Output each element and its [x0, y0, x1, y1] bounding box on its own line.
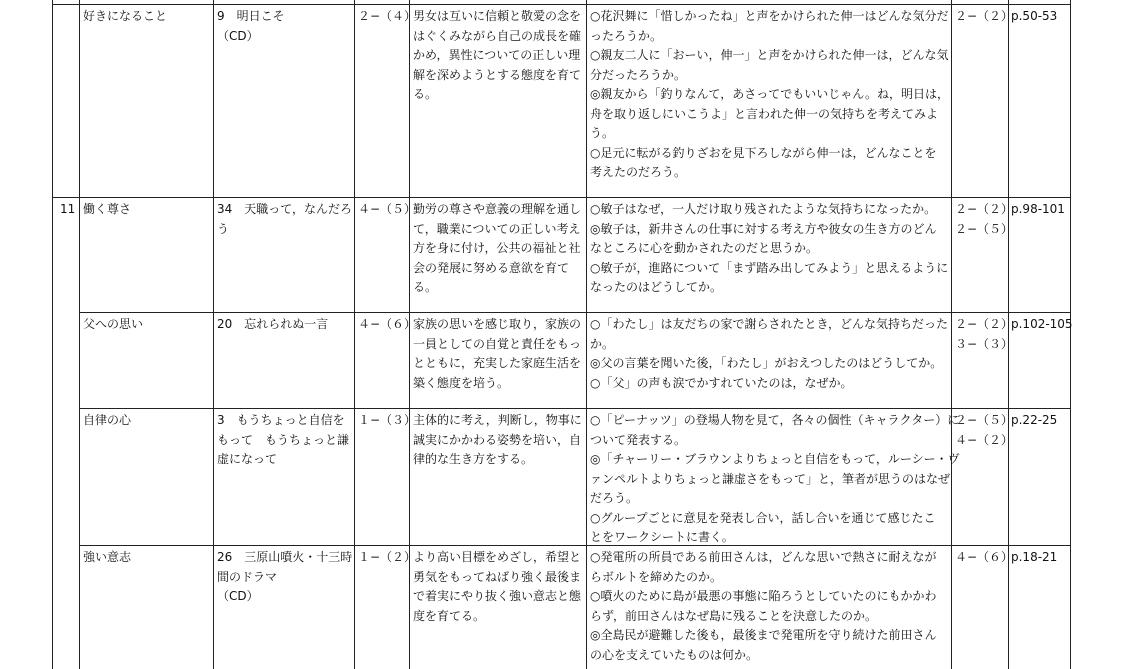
questions-line: とをワークシートに書く。 [590, 530, 734, 544]
month-line [60, 411, 78, 431]
aim-line: 築く態度を培う。 [413, 375, 510, 390]
page-cell [1011, 411, 1069, 431]
questions-line: ◎親友から「釣りなんて，あさってでもいいじゃん。ね，明日は， [590, 87, 949, 101]
material-cell [217, 200, 353, 239]
material-line: 34 天職って，なんだろ [217, 202, 353, 216]
theme-line: 父への思い [83, 317, 144, 331]
questions-line: ○親友二人に「おーい，伸一」と声をかけられた伸一は，どんな気 [590, 48, 949, 62]
aim-cell [413, 411, 585, 470]
aim-line: 家族の思いを感じ取り，家族の [413, 317, 582, 331]
material-line: 3 もうちょっと自信を [217, 413, 345, 427]
page-cell [1011, 7, 1069, 27]
theme-line: 強い意志 [83, 550, 132, 564]
questions-line: ○噴火のために島が最悪の事態に陥ろうとしていたのにもかかわ [590, 589, 937, 603]
month-line [60, 548, 78, 568]
questions-line: なところに心を動かされたのだと思うか。 [590, 241, 819, 255]
related-cell [955, 7, 1014, 27]
questions-line: 考えたのだろう。 [590, 165, 687, 179]
aim-line: 勤労の尊さや意義の理解を通し [413, 202, 582, 216]
material-line: 20 忘れられぬ一言 [217, 317, 329, 331]
related-line: ２−（２） [955, 202, 1014, 216]
questions-line: ついて発表する。 [590, 432, 687, 447]
questions-line: 舟を取り返しにいこうよ」と言われた伸一の気持ちを考えてみよ [590, 106, 939, 121]
item-line: １−（３） [358, 413, 417, 427]
questions-line: か。 [590, 336, 615, 351]
questions-line: ったろうか。 [590, 28, 663, 43]
questions-line: ○「ピーナッツ」の登場人物を見て，各々の個性（キャラクター）に [590, 413, 960, 427]
aim-line: 度を育てる。 [413, 608, 486, 623]
aim-line: 一員としての自覚と責任をもっ [413, 336, 582, 351]
theme-line: 好きになること [83, 9, 168, 23]
aim-line: かめ，異性についての正しい理 [413, 48, 581, 62]
material-cell [217, 548, 353, 607]
theme-cell [83, 548, 211, 568]
related-cell [955, 200, 1014, 239]
material-line: 26 三原山噴火・十三時 [217, 550, 353, 564]
page-cell [1011, 315, 1073, 335]
aim-line: 主体的に考え，判断し，物事に [413, 413, 582, 427]
questions-line: ァンペルトよりちょっと謙虚さをもって」と，筆者が思うのはなぜ [590, 471, 951, 486]
questions-line: らず，前田さんはなぜ島に残ることを決意したのか。 [590, 608, 878, 623]
material-line: （CD） [217, 28, 259, 43]
aim-line: 男女は互いに信頼と敬愛の念を [413, 9, 582, 23]
questions-line: ◎全島民が避難した後も，最後まで発電所を守り続けた前田さん [590, 628, 937, 642]
material-cell [217, 411, 353, 470]
questions-line: ○敏子はなぜ，一人だけ取り残されたような気持ちになったか。 [590, 202, 937, 216]
aim-line: より高い目標をめざし，希望と [413, 550, 582, 564]
item-line: ４−（５） [358, 202, 417, 216]
item-cell [358, 315, 417, 335]
month-cell [60, 411, 78, 431]
questions-line: ○敏子が，進路について「まず踏み出してみよう」と思えるように [590, 260, 949, 275]
month-cell [60, 548, 78, 568]
page-line: p.22-25 [1011, 413, 1058, 427]
month-line [60, 315, 78, 335]
related-cell [955, 411, 1014, 450]
item-cell [358, 548, 417, 568]
questions-line: ○「わたし」は友だちの家で謝らされたとき，どんな気持ちだった [590, 317, 948, 331]
theme-cell [83, 411, 211, 431]
questions-line: ○足元に転がる釣りざおを見下ろしながら伸一は，どんなことを [590, 145, 937, 160]
aim-line: 勇気をもってねばり強く最後ま [413, 569, 582, 584]
related-line: ２−（５） [955, 221, 1014, 236]
item-line: ４−（６） [358, 317, 417, 331]
aim-cell [413, 7, 585, 105]
questions-line: ◎父の言葉を聞いた後，「わたし」がおえつしたのはどうしてか。 [590, 356, 943, 370]
month-cell [60, 315, 78, 335]
material-line: 虚になって [217, 452, 278, 466]
questions-cell [590, 7, 950, 183]
theme-line: 働く尊さ [83, 202, 132, 216]
page-cell [1011, 548, 1069, 568]
material-cell [217, 7, 353, 46]
aim-line: 会の発展に努める意欲を育て [413, 260, 570, 275]
questions-line: ○発電所の所員である前田さんは，どんな思いで熱さに耐えなが [590, 550, 937, 564]
related-cell [955, 315, 1014, 354]
related-line: ２−（２） [955, 9, 1014, 23]
month-line [60, 7, 78, 27]
aim-line: る。 [413, 87, 438, 101]
month-line: 11 [60, 202, 76, 216]
questions-line: なったのはどうしてか。 [590, 280, 723, 294]
related-line: ２−（２） [955, 317, 1014, 331]
material-line: 間のドラマ [217, 569, 278, 584]
item-cell [358, 7, 417, 27]
aim-line: 誠実にかかわる姿勢を培い，自 [413, 432, 582, 447]
material-line: もって もうちょっと謙 [217, 432, 350, 447]
questions-line: の心を支えていたものは何か。 [590, 647, 759, 662]
page-line: p.98-101 [1011, 202, 1065, 216]
theme-cell [83, 7, 211, 27]
page-line: p.50-53 [1011, 9, 1058, 23]
item-cell [358, 200, 417, 220]
page-line: p.102-105 [1011, 317, 1073, 331]
questions-line: ○グループごとに意見を発表し合い，話し合いを通じて感じたこ [590, 510, 936, 525]
questions-line: だろう。 [590, 491, 639, 505]
related-line: ４−（６） [955, 550, 1014, 564]
theme-cell [83, 200, 211, 220]
questions-line: ◎敏子は，新井さんの仕事に対する考え方や彼女の生き方のどん [590, 221, 937, 236]
aim-line: る。 [413, 280, 438, 294]
aim-line: 方を身に付け，公共の福祉と社 [413, 241, 581, 255]
questions-line: ○「父」の声も涙でかすれていたのは，なぜか。 [590, 375, 853, 390]
questions-line: らボルトを締めたのか。 [590, 569, 723, 584]
item-line: ２−（４） [358, 9, 417, 23]
aim-cell [413, 548, 585, 626]
questions-line: ○花沢舞に「惜しかったね」と声をかけられた伸一はどんな気分だ [590, 9, 949, 23]
aim-line: で着実にやり抜く強い意志と態 [413, 589, 582, 603]
related-line: ３−（３） [955, 336, 1014, 351]
item-cell [358, 411, 417, 431]
aim-line: 律的な生き方をする。 [413, 452, 534, 466]
material-cell [217, 315, 353, 335]
questions-cell [590, 315, 950, 393]
aim-line: 解を深めようとする態度を育て [413, 67, 582, 82]
material-line: 9 明日こそ [217, 9, 285, 23]
page-cell [1011, 200, 1069, 220]
theme-cell [83, 315, 211, 335]
related-cell [955, 548, 1014, 568]
month-cell [60, 7, 78, 27]
questions-cell [590, 548, 950, 665]
material-line: （CD） [217, 589, 259, 603]
questions-line: ◎「チャーリー・ブラウンよりちょっと自信をもって，ルーシー・ヴ [590, 452, 960, 466]
aim-line: はぐくみながら自己の成長を確 [413, 28, 582, 43]
month-cell [60, 200, 78, 220]
questions-cell [590, 411, 960, 548]
material-line: う [217, 221, 230, 236]
page-line: p.18-21 [1011, 550, 1058, 564]
item-line: １−（２） [358, 550, 417, 564]
questions-line: う。 [590, 126, 615, 140]
aim-cell [413, 315, 585, 393]
questions-cell [590, 200, 950, 298]
theme-line: 自律の心 [83, 413, 132, 427]
aim-line: て，職業についての正しい考え [413, 221, 581, 236]
questions-line: 分だったろうか。 [590, 67, 687, 82]
related-line: ２−（５） [955, 413, 1014, 427]
aim-cell [413, 200, 585, 298]
aim-line: とともに，充実した家庭生活を [413, 356, 582, 370]
related-line: ４−（２） [955, 432, 1014, 447]
